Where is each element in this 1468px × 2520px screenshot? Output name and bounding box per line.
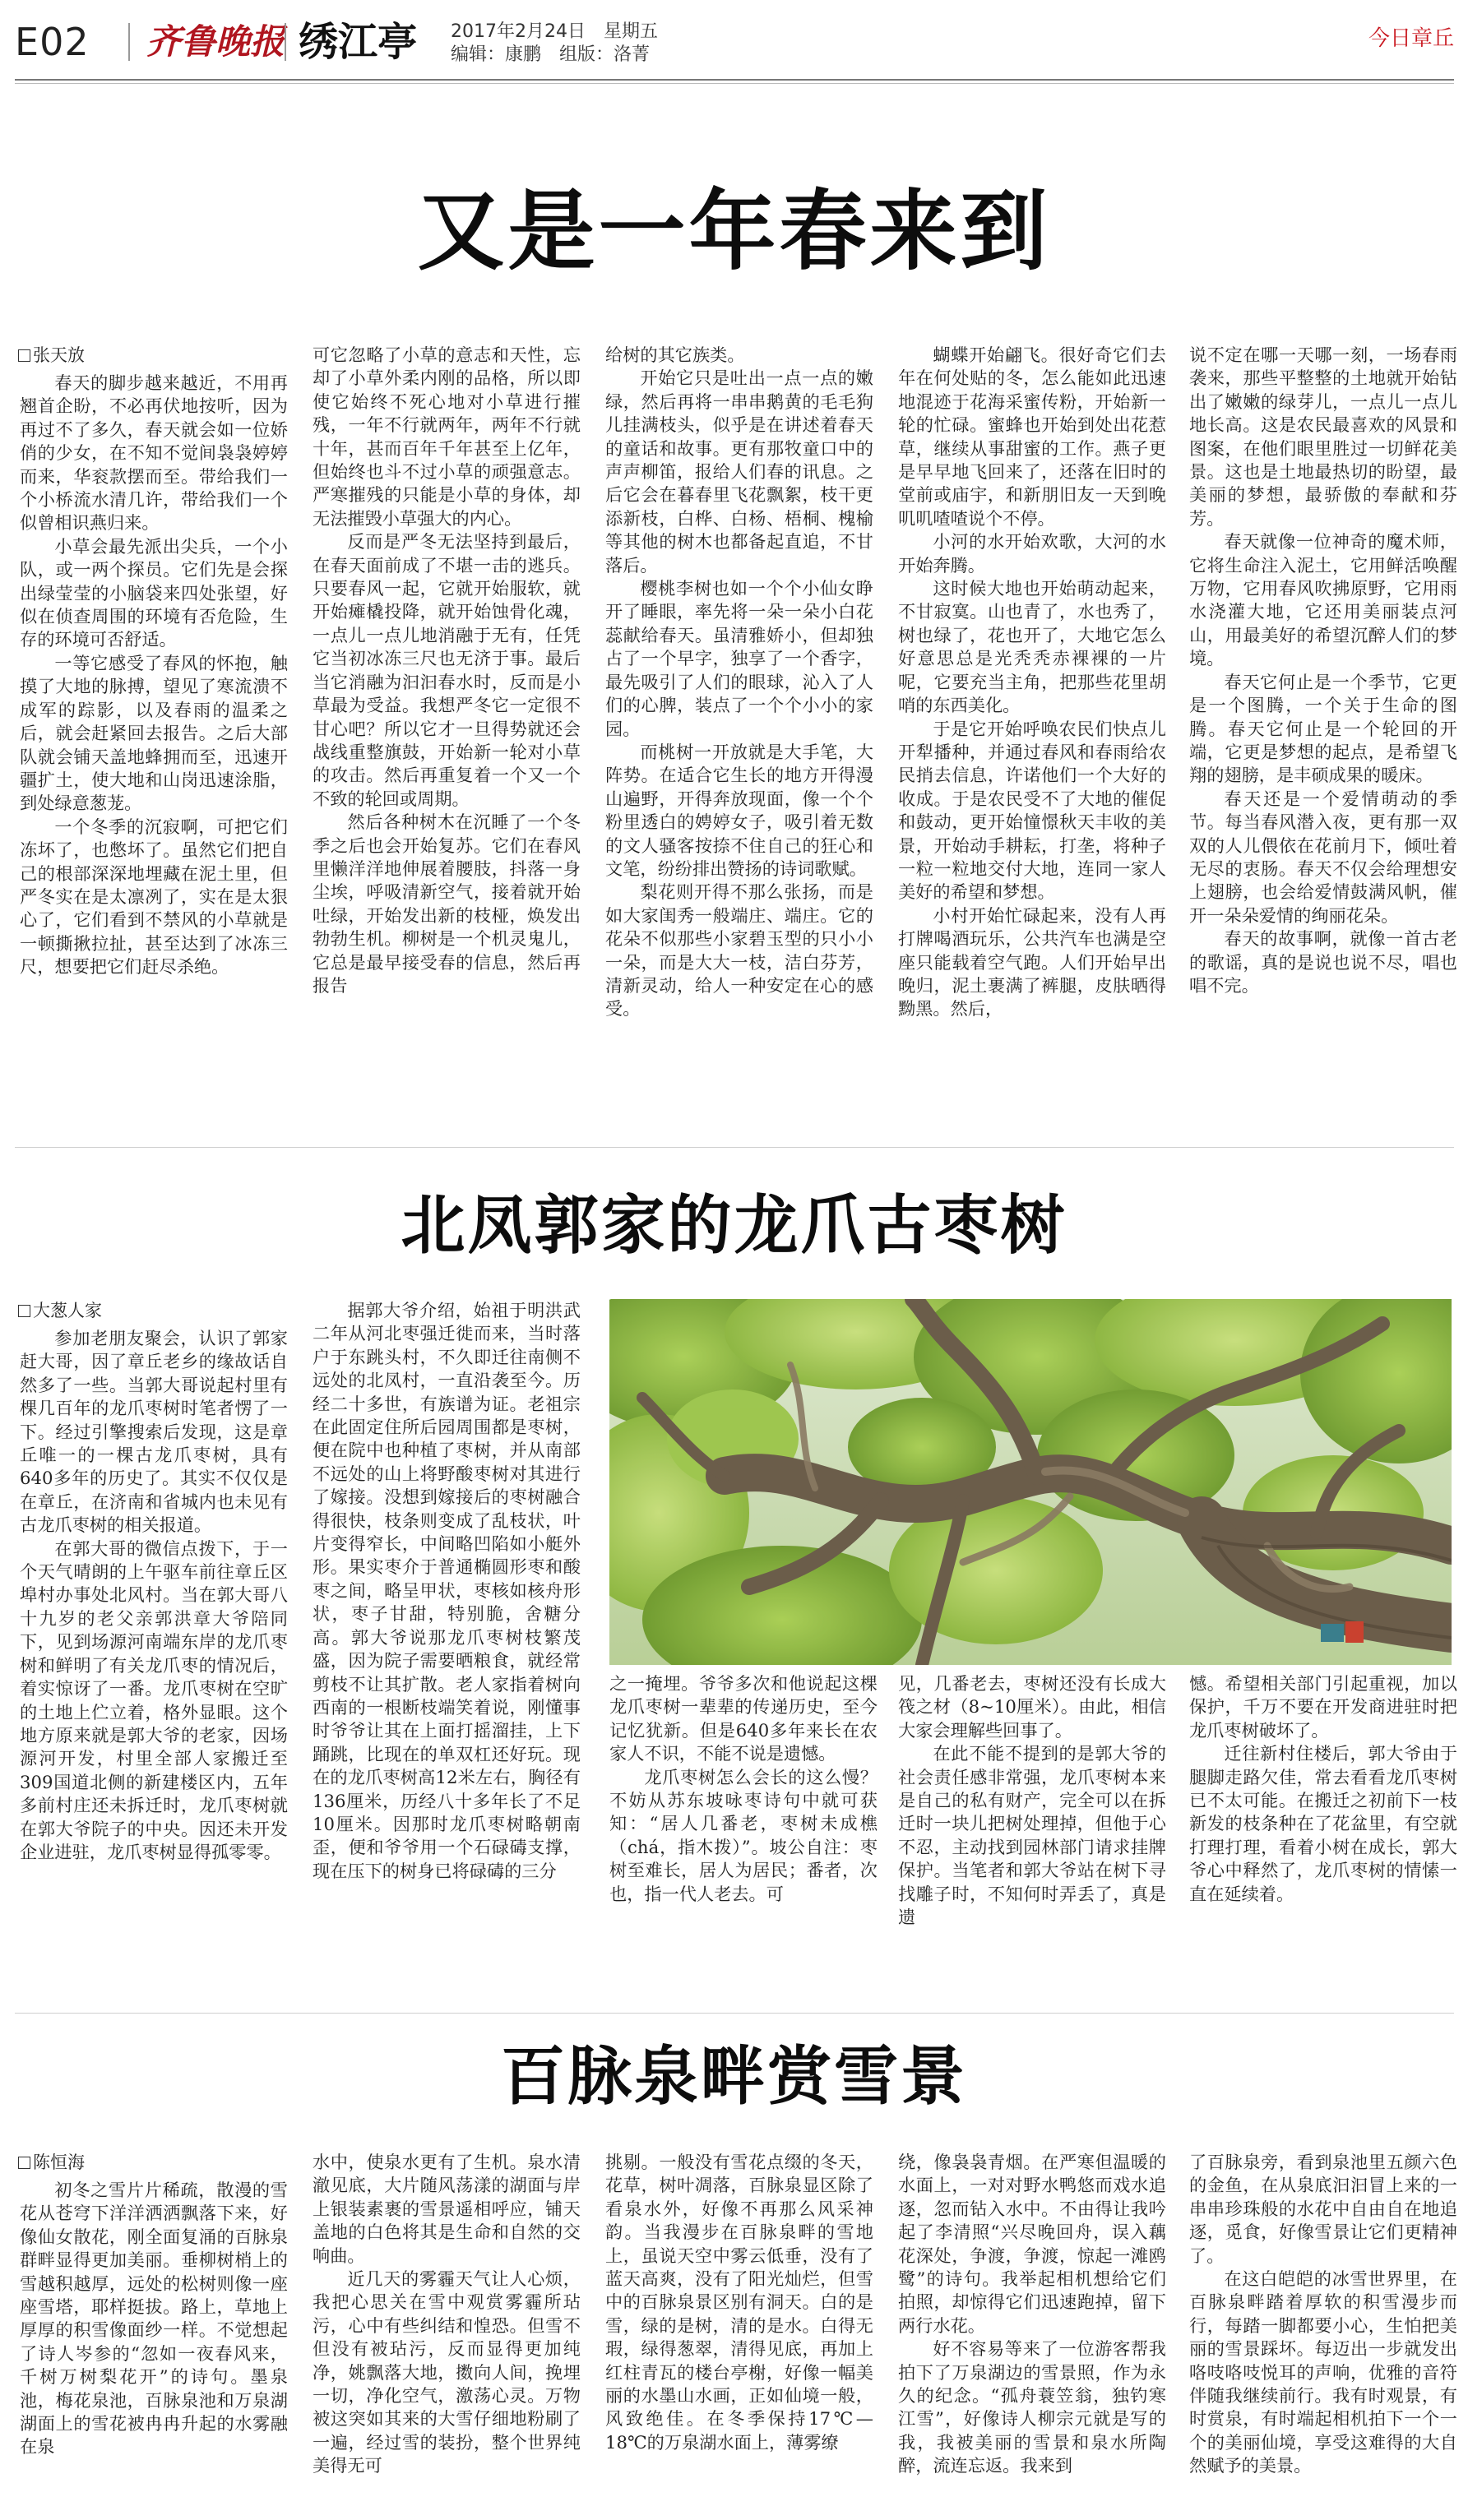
article-paragraph: 这时候大地也开始萌动起来，不甘寂寞。山也青了，水也秀了，树也绿了，花也开了，大地它怎么好意思总是光秃秃赤裸裸的一片呢，它要充当主角，把那些花里胡哨的东西美化。 <box>898 578 1166 716</box>
article-column <box>313 1299 581 2001</box>
article-paragraph: 绕，像袅袅青烟。在严寒但温暖的水面上，一对对野水鸭悠而戏水追逐，忽而钻入水中。不由得让我吟起了李清照“兴尽晚回舟，误入藕花深处，争渡，争渡，惊起一滩鸥鹭”的诗句。我举起相机想给它们拍照，却惊得它们迅速跑掉，留下两行水花。 <box>898 2152 1166 2336</box>
article-column <box>20 2179 288 2512</box>
article-paragraph: 龙爪枣树怎么会长的这么慢？不妨从苏东坡咏枣诗句中就可获知：“居人几番老，枣树未成樵（chá，指木拨）”。坡公自注：枣树至难长，居人为居民；番者，次也，指一代人老去。可 <box>609 1766 878 1904</box>
article-paragraph: 初冬之雪片片稀疏，散漫的雪花从苍穹下洋洋洒洒飘落下来，好像仙女散花，刚全面复涌的百脉泉群畔显得更加美丽。垂柳树梢上的雪越积越厚，远处的松树则像一座座雪塔，耶样挺拔。路上，草地上厚厚的积雪像面纱一样。不觉想起了诗人岑参的“忽如一夜春风来，千树万树梨花开”的诗句。墨泉池，梅花泉池，百脉泉池和万泉湖湖面上的雪花被冉冉升起的水雾融在泉 <box>20 2180 288 2458</box>
article-paragraph: 春天它何止是一个季节，它更是一个图腾，一个关于生命的图腾。春天它何止是一个轮回的开端，它更是梦想的起点，是希望飞翔的翅膀，是丰硕成果的暖床。 <box>1189 671 1457 786</box>
jujube-tree-photo <box>609 1299 1452 1665</box>
masthead-divider <box>15 79 1454 81</box>
issue-date: 2017年2月24日 星期五 <box>451 21 658 42</box>
byline-box-icon <box>18 2157 30 2169</box>
newspaper-logo: 齐鲁晚报 <box>146 21 285 62</box>
article-paragraph: 近几天的雾霾天气让人心烦，我把心思关在雪中观赏雾霾所玷污，心中有些纠结和惶恐。但雪不但没有被玷污，反而显得更加纯净，姚飘落大地，擞向人间，挽埋一切，净化空气，激荡心灵。万物被这突如其来的大雪仔细地粉刷了一遍，经过雪的装扮，整个世界纯美得无可 <box>313 2268 581 2476</box>
article-paragraph: 春天的脚步越来越近，不用再翘首企盼，不必再伏地按听，因为再过不了多久，春天就会如一位娇俏的少女，在不知不觉间袅袅婷婷而来，华衮款摆而至。带给我们一个小桥流水清几许，带给我们一个似曾相识燕归来。 <box>20 372 288 534</box>
column-title: 绣江亭 <box>299 19 418 65</box>
article-paragraph: 而桃树一开放就是大手笔，大阵势。在适合它生长的地方开得漫山遍野，开得奔放现面，像一个个粉里透白的娉婷女子，吸引着无数的文人骚客按捺不住自己的狂心和文笔，纷纷排出赞扬的诗词歌赋。 <box>605 741 873 879</box>
article-paragraph: 春天还是一个爱情萌动的季节。每当春风潜入夜，更有那一双双的人儿偎依在花前月下，倾吐着无尽的衷肠。春天不仅会给理想安上翅膀，也会给爱情鼓满风帆，催开一朵朵爱情的绚丽花朵。 <box>1189 788 1457 926</box>
article-paragraph: 小村开始忙碌起来，没有人再打牌喝酒玩乐，公共汽车也满是空座只能载着空气跑。人们开始早出晚归，泥土裹满了裤腿，皮肤晒得黝黑。然后， <box>898 904 1166 1020</box>
article-paragraph: 据郭大爷介绍，始祖于明洪武二年从河北枣强迁徙而来，当时落户于东跳头村，不久即迁往南侧不远处的北凤村，一直沿袭至今。历经二十多世，有族谱为证。老祖宗在此固定住所后园周围都是枣树，便在院中也种植了枣树，并从南部不远处的山上将野酸枣树对其进行了嫁接。没想到嫁接后的枣树融合得很快，枝条则变成了乱枝状，叶片变得窄长，中间略凹陷如小艇外形。果实枣介于普通椭圆形枣和酸枣之间，略呈甲状，枣核如核舟形状，枣子甘甜，特别脆，舍糖分高。郭大爷说那龙爪枣树枝繁茂盛，因为院子需要晒粮食，就经常剪枝不让其扩散。老人家指着树向西南的一根断枝端笑着说，刚懂事时爷爷让其在上面打摇溜挂，上下踊跳，比现在的单双杠还好玩。现在的龙爪枣树高12米左右，胸径有136厘米，历经八十多年长了不足10厘米。因那时龙爪枣树略朝南歪，便和爷爷用一个石碌碡支撑，现在压下的树身已将碌碡的三分 <box>313 1300 581 1881</box>
article-byline <box>18 2151 85 2174</box>
page-number: E02 <box>15 20 90 64</box>
article-paragraph: 小草会最先派出尖兵，一个小队，或一两个探员。它们先是会探出绿莹莹的小脑袋来四处张望，好似在侦查周围的环境有否危险，生存的环境可否舒适。 <box>20 535 288 650</box>
article-paragraph: 樱桃李树也如一个个小仙女睁开了睡眼，率先将一朵一朵小白花蕊献给春天。虽清雅娇小，但却独占了一个早字，独享了一个香字，最先吸引了人们的眼球，沁入了人们的心脾，装点了一个个小小的家园。 <box>605 578 873 739</box>
article-paragraph: 在此不能不提到的是郭大爷的社会责任感非常强，龙爪枣树本来是自己的私有财产，完全可以在拆迁时一块儿把树处理掉，但他于心不忍，主动找到园林部门请求挂牌保护。当笔者和郭大爷站在树下寻找雕子时，不知何时弄丢了，真是遗 <box>898 1743 1166 1928</box>
article-column <box>20 1327 288 2001</box>
article-paragraph: 说不定在哪一天哪一刻，一场春雨袭来，那些平整整的土地就开始钻出了嫩嫩的绿芽儿，一点儿一点儿地长高。这是农民最喜欢的风景和图案，在他们眼里胜过一切鲜花美景。这也是土地最热切的盼望，最美丽的梦想，最骄傲的奉献和芬芳。 <box>1189 344 1457 529</box>
article-paragraph: 梨花则开得不那么张扬，而是如大家闺秀一般端庄、端庄。它的花朵不似那些小家碧玉型的只小小一朵，而是大大一枝，洁白芬芳，清新灵动，给人一种安定在心的感受。 <box>605 881 873 1020</box>
section-divider <box>15 2013 1454 2014</box>
article-paragraph: 参加老朋友聚会，认识了郭家赶大哥，因了章丘老乡的缘故话自然多了一些。当郭大哥说起村里有棵几百年的龙爪枣树时笔者愣了一下。经过引擎搜索后发现，这是章丘唯一的一棵古龙爪枣树，具有640多年的历史了。其实不仅仅是在章丘，在济南和省城内也未见有古龙爪枣树的相关报道。 <box>20 1328 288 1536</box>
article-paragraph: 蝴蝶开始翩飞。很好奇它们去年在何处贴的冬，怎么能如此迅速地混迹于花海采蜜传粉，开始新一轮的忙碌。蜜蜂也开始到处出花惹草，继续从事甜蜜的工作。燕子更是早早地飞回来了，还落在旧时的堂前或庙宇，和新朋旧友一天到晚叽叽喳喳说个不停。 <box>898 344 1166 529</box>
article-column <box>609 1672 878 2001</box>
article-column <box>898 2151 1166 2512</box>
section-tagline[interactable]: 今日章丘 <box>1368 26 1454 51</box>
article-paragraph: 反而是严冬无法坚持到最后，在春天面前成了不堪一击的逃兵。只要春风一起，它就开始服软，就开始瘫橇投降，就开始蚀骨化魂，一点儿一点儿地消融于无有，任凭它当初冰冻三尺也无济于事。最后当它消融为汩汩春水时，反而是小草最为受益。我想严冬它一定很不甘心吧？所以它才一旦得势就还会战线重整旗鼓，开始新一轮对小草的攻击。然后再重复着一个又一个不致的轮回或周期。 <box>313 531 581 809</box>
article-paragraph: 迁往新村住楼后，郭大爷由于腿脚走路欠佳，常去看看龙爪枣树已不太可能。在搬迁之初前下一枝新发的枝条种在了花盆里，有空就打理打理，看着小树在成长，郭大爷心中释然了，龙爪枣树的情愫一直在延续着。 <box>1189 1743 1457 1904</box>
article-paragraph: 开始它只是吐出一点一点的嫩绿，然后再将一串串鹅黄的毛毛狗儿挂满枝头，似乎是在讲述着春天的童话和故事。更有那牧童口中的声声柳笛，报给人们春的讯息。之后它会在暮春里飞花飘絮，枝干更添新枝，白桦、白杨、梧桐、槐榆等其他的树木也都备起直追，不甘落后。 <box>605 368 873 576</box>
article-paragraph: 挑剔。一般没有雪花点缀的冬天，花草，树叶凋落，百脉泉显区除了看泉水外，好像不再那么风采神韵。当我漫步在百脉泉畔的雪地上，虽说天空中雾云低垂，没有了蓝天高爽，没有了阳光灿烂，但雪中的百脉泉景区别有洞天。白的是雪，绿的是树，清的是水。白得无瑕，绿得葱翠，清得见底，再加上红柱青瓦的楼台亭榭，好像一幅美丽的水墨山水画，正如仙境一般，风致绝佳。在冬季保持17℃—18℃的万泉湖水面上，薄雾缭 <box>605 2152 873 2453</box>
masthead-divider <box>15 83 1454 84</box>
article-paragraph: 一个冬季的沉寂啊，可把它们冻坏了，也憋坏了。虽然它们把自己的根部深深地埋藏在泥土里，但严冬实在是太凛冽了，实在是太狠心了，它们看到不禁风的小草就是一顿撕揪拉扯，甚至达到了冰冻三尺，想要把它们赶尽杀绝。 <box>20 816 288 978</box>
article-column <box>1189 344 1457 1118</box>
byline-box-icon <box>18 349 30 362</box>
article-column <box>1189 1672 1457 2001</box>
article-paragraph: 然后各种树木在沉睡了一个冬季之后也会开始复苏。它们在春风里懒洋洋地伸展着腰肢，抖落一身尘埃，呼吸清新空气，接着就开始吐绿，开始发出新的枝桠，焕发出勃勃生机。柳树是一个机灵鬼儿，它总是最早接受春的信息，然后再报告 <box>313 811 581 996</box>
masthead-separator <box>285 23 286 61</box>
article-byline <box>18 1299 102 1322</box>
article-paragraph: 可它忽略了小草的意志和天性，忘却了小草外柔内刚的品格，所以即使它始终不死心地对小草进行摧残，一年不行就两年，两年不行就十年，甚而百年千年甚至上亿年，但始终也斗不过小草的顽强意志。严寒摧残的只能是小草的身体，却无法摧毁小草强大的内心。 <box>313 344 581 529</box>
author-name: 陈恒海 <box>33 2152 85 2172</box>
article-paragraph: 在郭大哥的微信点拨下，于一个天气晴朗的上午驱车前往章丘区埠村办事处北风村。当在郭大哥八十九岁的老父亲郭洪章大爷陪同下，见到场源河南端东岸的龙爪枣树和鲜明了有关龙爪枣的情况后，着实惊讶了一番。龙爪枣树在空旷的土地上伫立着，格外显眼。这个地方原来就是郭大爷的老家，因场源河开发，村里全部人家搬迁至309国道北侧的新建楼区内，五年多前村庄还未拆迁时，龙爪枣树就在郭大爷院子的中央。因还未开发企业进驻，龙爪枣树显得孤零零。 <box>20 1537 288 1862</box>
article-column <box>313 2151 581 2512</box>
article-paragraph: 之一掩埋。爷爷多次和他说起这棵龙爪枣树一辈辈的传递历史，至今记忆犹新。但是640多年来长在农家人不识，不能不说是遗憾。 <box>609 1673 878 1764</box>
article-paragraph: 好不容易等来了一位游客帮我拍下了万泉湖边的雪景照，作为永久的纪念。“孤舟蓑笠翁，独钓寒江雪”，好像诗人柳宗元就是写的我，我被美丽的雪景和泉水所陶醉，流连忘返。我来到 <box>898 2338 1166 2476</box>
article-headline: 百脉泉畔赏雪景 <box>500 2040 967 2114</box>
article-byline <box>18 344 85 367</box>
masthead <box>15 15 1454 72</box>
article-column <box>898 1672 1166 2001</box>
article-paragraph: 春天的故事啊，就像一首古老的歌谣，真的是说也说不尽，唱也唱不完。 <box>1189 928 1457 996</box>
article-column <box>898 344 1166 1118</box>
article-paragraph: 春天就像一位神奇的魔术师，它将生命注入泥土，它用鲜活唤醒万物，它用春风吹拂原野，它用雨水浇灌大地，它还用美丽装点河山，用最美好的希望沉醉人们的梦境。 <box>1189 531 1457 669</box>
article-column <box>20 372 288 1118</box>
article-column <box>1189 2151 1457 2512</box>
article-paragraph: 一等它感受了春风的怀抱，触摸了大地的脉搏，望见了寒流溃不成军的踪影，以及春雨的温柔之后，就会赶紧回去报告。之后大部队就会铺天盖地蜂拥而至，迅速开疆扩土，使大地和山岗迅速涂脂，到处绿意葱茏。 <box>20 652 288 814</box>
article-paragraph: 憾。希望相关部门引起重视，加以保护，千万不要在开发商进驻时把龙爪枣树破坏了。 <box>1189 1673 1457 1741</box>
article-headline: 又是一年春来到 <box>417 181 1051 282</box>
article-paragraph: 了百脉泉旁，看到泉池里五颜六色的金鱼，在从泉底汩汩冒上来的一串串珍珠般的水花中自由自在地追逐，觅食，好像雪景让它们更精神了。 <box>1189 2152 1457 2266</box>
article-paragraph: 给树的其它族类。 <box>605 344 745 365</box>
section-divider <box>15 1147 1454 1148</box>
article-paragraph: 小河的水开始欢歌，大河的水开始奔腾。 <box>898 531 1166 576</box>
article-paragraph: 见，几番老去，枣树还没有长成大筏之材（8~10厘米）。由此，相信大家会理解些回事了。 <box>898 1673 1166 1741</box>
article-column <box>605 344 873 1118</box>
article-column <box>313 344 581 1118</box>
article-paragraph: 于是它开始呼唤农民们快点儿开犁播种，并通过春风和春雨给农民捎去信息，许诺他们一个大好的收成。于是农民受不了大地的催促和鼓动，更开始憧憬秋天丰收的美景，开始动手耕耘，打垄，将种子一粒一粒地交付大地，连同一家人美好的希望和梦想。 <box>898 718 1166 903</box>
article-column <box>605 2151 873 2512</box>
byline-box-icon <box>18 1305 30 1317</box>
author-name: 张天放 <box>33 345 85 365</box>
author-name: 大葱人家 <box>33 1301 102 1320</box>
article-headline: 北凤郭家的龙爪古枣树 <box>401 1189 1067 1263</box>
article-paragraph: 在这白皑皑的冰雪世界里，在百脉泉畔踏着厚软的积雪漫步而行，每踏一脚都要小心，生怕把美丽的雪景踩坏。每迈出一步就发出咯吱咯吱悦耳的声响，优雅的音符伴随我继续前行。我有时观景，有时赏泉，有时端起相机拍下一个一个的美丽仙境，享受这难得的大自然赋予的美景。 <box>1189 2268 1457 2476</box>
article-paragraph: 水中，使泉水更有了生机。泉水清澈见底，大片随风荡漾的湖面与岸上银装素裹的雪景遥相呼应，铺天盖地的白色将其是生命和自然的交响曲。 <box>313 2152 581 2266</box>
editor-credits: 编辑：康鹏 组版：洛菁 <box>451 44 651 65</box>
masthead-separator <box>128 23 130 61</box>
